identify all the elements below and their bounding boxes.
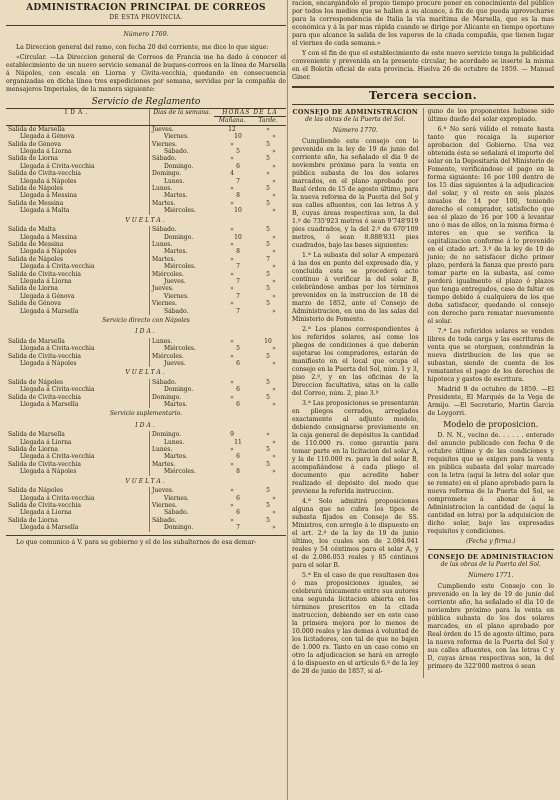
schedule-row — [6, 148, 286, 155]
schedule-row — [6, 178, 286, 185]
schedule-row — [6, 300, 286, 307]
day-cell: Viernes. — [150, 495, 215, 502]
day-cell: Jueves. — [150, 285, 215, 292]
schedule-table — [6, 108, 286, 532]
port-cell: Llegada á Marsella — [20, 307, 79, 315]
modelo-text: D. N. N., vecino de. . . . . . enterado del anuncio publicado con fecha 9 de octubre último y de las condiciones y requisitos que se exigen para la venta en pública subasta del solar marcado con la letra (aquí la letra del solar que se remate) en el plano aprobado para la nueva reforma de la Puerta del Sol, se compromete á abonar á la Administracion la cantidad de (aquí la cantidad en letra) por la adquisicion de dicho solar, bajo las expresadas requisitos y condiciones. — [427, 432, 554, 535]
port-cell: Llegada á Nápoles — [20, 468, 77, 476]
morning-cell: 6 — [236, 509, 240, 517]
ida-header-3: IDA. — [135, 421, 157, 429]
schedule-row — [6, 133, 286, 140]
port-cell: Llegada á Civita-vecchia — [20, 494, 95, 502]
morning-cell: 9 — [230, 431, 234, 439]
schedule-row — [6, 487, 286, 494]
port-cell: Salida de Civita-vecchia — [8, 270, 82, 278]
vuelta-header-3: VUELTA. — [125, 477, 167, 485]
divider — [292, 86, 554, 88]
fecha-firma: (Fecha y firma.) — [465, 538, 516, 545]
morning-cell: » — [230, 185, 234, 193]
morning-cell: 6 — [236, 494, 240, 502]
schedule-row — [6, 524, 286, 531]
continuation-text: racion, encargándolo el propio tiempo procure poner en conocimiento del público por todos los medios que se hallen á su alcance, á fin de que pueda aprovecharse para la correspondencia de Italia la vía marítima de Marsella, que es la mas económica y á la par mas rápida cuando se dirige por Alicante en tiempo oportuno para que alcance la salida de los vapores de la citada compañía, que tienen lugar el viernes de cada semana.» — [292, 0, 554, 47]
day-cell: Domingo. — [150, 394, 215, 401]
afternoon-cell: » — [272, 233, 276, 241]
subcolumn-b — [423, 108, 555, 678]
afternoon-cell: » — [272, 438, 276, 446]
morning-cell: » — [230, 378, 234, 386]
para-c: 2.ª Los planos correspondientes á los referidos solares, así como los pliegos de condiciones á que deberán sujetarse los compradores, estarán de manifiesto en el local que ocupa el consejo en la Puerta del Sol, núm. 1 y 3, piso 2.º, y en las oficinas de la Direccion facultativa, sitas en la calle del Correo, núm. 2, piso 3.º — [292, 326, 419, 397]
afternoon-cell: » — [266, 125, 270, 133]
intro-text: La Direccion general del ramo, con fecha 20 del corriente, me dice lo que sigue: — [16, 44, 269, 51]
divider — [6, 535, 286, 536]
afternoon-cell: » — [272, 360, 276, 367]
schedule-row — [6, 468, 286, 475]
day-cell: Sábado. — [150, 226, 215, 233]
supp-heading: Servicio suplementario. — [109, 410, 183, 418]
day-cell: Martes. — [150, 401, 215, 408]
afternoon-cell: 5 — [266, 300, 270, 308]
schedule-row — [6, 207, 286, 214]
port-cell: Salida de Marsella — [8, 431, 65, 439]
para-j: Cumpliendo este Consejo con lo prevenido en la ley de 19 de junio del corriente año, ha señalado el dia 10 de noviembre próximo para la venta en pública subasta de los dos solares marcados, en el plano aprobado por Real órden de 15 de agosto último, para la nueva reforma de la Puerta del Sol y sus calles afluentes, con las letras C y D, cuyas áreas respectivas son, la del primero de 322'000 metros ó sean — [427, 583, 554, 670]
morning-cell: 11 — [234, 438, 242, 446]
consejo-title: CONSEJO DE ADMINISTRACION — [292, 108, 418, 116]
schedule-row — [6, 495, 286, 502]
day-cell: Jueves. — [150, 278, 215, 285]
port-cell: Llegada á Nápoles — [20, 248, 77, 256]
admin-title: ADMINISTRACION PRINCIPAL DE CORREOS — [26, 3, 266, 13]
port-cell: Salida de Civita-vecchia — [8, 352, 82, 360]
notice-number-1770: Número 1770. — [332, 127, 378, 134]
port-cell: Llegada á Génova — [20, 292, 75, 300]
port-cell: Llegada á Liorna — [20, 509, 72, 517]
afternoon-cell: » — [272, 192, 276, 200]
morning-cell: » — [230, 199, 234, 207]
day-cell: Miércoles. — [150, 345, 215, 352]
morning-cell: » — [230, 255, 234, 263]
days-header: Dias de la semana. — [150, 109, 215, 126]
afternoon-cell: » — [272, 386, 276, 394]
port-cell: Salida de Marsella — [8, 125, 65, 133]
morning-cell: » — [230, 460, 234, 468]
day-cell: Sábado. — [150, 509, 215, 516]
morning-cell: » — [230, 270, 234, 278]
afternoon-cell: » — [272, 162, 276, 170]
day-cell: Martes. — [150, 248, 215, 255]
schedule-row — [6, 241, 286, 248]
morning-cell: » — [230, 285, 234, 293]
port-cell: Salida de Liorna — [8, 285, 58, 293]
day-cell: Domingo. — [150, 524, 215, 531]
schedule-row — [6, 125, 286, 133]
morning-cell: 6 — [236, 386, 240, 394]
day-cell: Jueves. — [150, 125, 215, 133]
day-cell: Miércoles. — [150, 353, 215, 360]
morning-cell: 5 — [236, 148, 240, 156]
day-cell: Martes. — [150, 192, 215, 199]
day-cell: Martes. — [150, 256, 215, 263]
schedule-row — [6, 170, 286, 177]
day-cell: Domingo. — [150, 431, 215, 438]
morning-cell: 7 — [236, 307, 240, 315]
port-cell: Llegada á Marsella — [20, 524, 79, 532]
port-cell: Salida de Civita-vecchia — [8, 501, 82, 509]
port-cell: Salida de Messina — [8, 240, 64, 248]
port-cell: Salida de Nápoles — [8, 255, 63, 263]
afternoon-cell: » — [272, 277, 276, 285]
modelo-title: Modelo de proposicion. — [443, 420, 539, 429]
afternoon-cell: 5 — [266, 226, 270, 234]
day-cell: Sábado. — [150, 148, 215, 155]
port-cell: Llegada á Marsella — [20, 401, 79, 409]
signature-text: Madrid 9 de octubre de 1859. —El Presidente, El Marqués de la Vega de Armijo. —El Secretario, Martin García de Loygorri. — [427, 386, 554, 417]
para-b: 1.ª La subasta del solar A empezará á las dos en punto del expresado dia, y concluida esta se procederá acto contínuo á verificar la del solar B, celebrándose ambas por los términos prevenidos en la instruccion de 18 de marzo de 1852, ante el Consejo de Administracion, en una de las salas del Ministerio de Fomento. — [292, 252, 419, 323]
morning-cell: » — [230, 487, 234, 495]
port-cell: Llegada á Nápoles — [20, 177, 77, 185]
para-d: 3.ª Las proposiciones se presentarán en pliegos cerrados, arreglados exactamente al adjunto modelo, debiendo consignarse previamente en la caja general de depósitos la cantidad de 110.000 rs. como garantía para tomar parte en la licitacion del solar A, y la de 110.000 rs. para la del solar B, acompañándose á cada pliego el documento que acredite haber realizado el depósito del modo que previene la referida instruccion. — [292, 400, 419, 495]
port-cell: Salida de Malta — [8, 226, 56, 234]
two-column-body — [292, 108, 554, 678]
morning-cell: 6 — [236, 162, 240, 170]
day-cell: Viernes. — [150, 293, 215, 300]
supp-vuelta — [6, 487, 286, 531]
port-cell: Llegada á Génova — [20, 133, 75, 141]
schedule-row — [6, 379, 286, 386]
day-cell: Martes. — [150, 461, 215, 468]
afternoon-header: Tarde. — [250, 117, 286, 125]
port-cell: Llegada á Civita-vecchia — [20, 345, 95, 353]
afternoon-cell: » — [266, 170, 270, 178]
port-cell: Llegada á Malta — [20, 207, 70, 215]
notice-number: Número 1769. — [123, 31, 169, 38]
afternoon-cell: 10 — [264, 337, 272, 345]
port-cell: Salida de Liorna — [8, 155, 58, 163]
afternoon-cell: » — [272, 509, 276, 517]
schedule-row — [6, 461, 286, 468]
afternoon-cell: » — [272, 524, 276, 532]
morning-cell: 6 — [236, 453, 240, 461]
morning-cell: 10 — [234, 207, 242, 215]
day-cell: Sábado. — [150, 155, 215, 162]
morning-cell: » — [230, 352, 234, 360]
left-column — [6, 0, 286, 549]
port-cell: Llegada á Messina — [20, 233, 77, 241]
morning-cell: » — [230, 240, 234, 248]
day-cell: Lunes. — [150, 439, 215, 446]
day-cell: Martes. — [150, 453, 215, 460]
day-cell: Viernes. — [150, 300, 215, 307]
schedule-row — [6, 192, 286, 199]
port-cell: Salida de Liorna — [8, 516, 58, 524]
schedule-row — [6, 256, 286, 263]
afternoon-cell: » — [272, 307, 276, 315]
port-cell: Salida de Liorna — [8, 446, 58, 454]
schedule-row — [6, 446, 286, 453]
morning-cell: 7 — [236, 292, 240, 300]
afternoon-cell: 5 — [266, 240, 270, 248]
right-column — [292, 0, 554, 678]
day-cell: Viernes. — [150, 141, 215, 148]
morning-cell: » — [230, 140, 234, 148]
afternoon-cell: » — [272, 401, 276, 409]
consejo2-subtitle: de las obras de la Puerta del Sol. — [440, 561, 541, 568]
ida-header: IDA. — [6, 109, 150, 126]
afternoon-cell: 5 — [266, 487, 270, 495]
schedule-ida — [6, 125, 286, 214]
para-h: 6.ª No será válido el remate hasta tanto que recaiga la superior aprobacion del Gobierno. Una vez obtenida ésta se señalará el importe del solar en la Depositaría del Ministerio de Fomento, verificándose el pago en la forma siguiente: 16 por 100 dentro de los 15 dias siguientes á la adjudicacion del solar, y el resto en seis plazos anuales de 14 por 100, teniendo derecho el comprador, satisfecho que sea el plazo de 16 por 100 á levantar uno ó mas de ellos, en la misma forma é interes en que se verifica la capitalizacion conforme á lo prevenido en el citado art. 3.º de la ley de 19 de junio; de no satisfacer dicho primer plazo, perderá la fianza que prestó para tomar parte en la subasta, así como perderá igualmente el plazo ó plazos que tenga entregados, caso de faltar en tiempo debido á cualquiera de los que deba satisfacer, quedando el consejo con derecho para rematar nuevamente el solar. — [427, 126, 554, 325]
afternoon-cell: 5 — [266, 460, 270, 468]
morning-cell: 7 — [236, 277, 240, 285]
day-cell: Martes. — [150, 200, 215, 207]
port-cell: Salida de Marsella — [8, 337, 65, 345]
afternoon-cell: 5 — [266, 285, 270, 293]
port-cell: Llegada á Civita-vecchia — [20, 386, 95, 394]
port-cell: Salida de Nápoles — [8, 185, 63, 193]
schedule-row — [6, 285, 286, 292]
morning-cell: 4 — [230, 170, 234, 178]
para-a: Cumpliendo este consejo con lo prevenido en la ley de 19 de junio del corriente año, ha señalado el dia 9 de noviembre próximo para la venta en pública subasta de los dos solares marcados, en el plano aprobado por Real órden de 15 de agosto último, para la nueva reforma de la Puerta del Sol y sus calles afluentes, con las letras A y B, cuyas áreas respectivas son, la del 1.º de 735'923 metros ó sean 9'748'919 pies cuadrados, y la del 2.º de 670'109 metros, ó sean 8.888'831 pies cuadrados, bajo las bases siguientes: — [292, 138, 419, 249]
schedule-row — [6, 234, 286, 241]
schedule-row — [6, 200, 286, 207]
port-cell: Salida de Civita-vecchia — [8, 393, 82, 401]
schedule-row — [6, 517, 286, 524]
port-cell: Llegada á Civita-vecchia — [20, 453, 95, 461]
day-cell: Lunes. — [150, 241, 215, 248]
schedule-row — [6, 401, 286, 408]
afternoon-cell: » — [272, 453, 276, 461]
morning-cell: 8 — [236, 192, 240, 200]
port-cell: Llegada á Nápoles — [20, 360, 77, 367]
day-cell: Miércoles. — [150, 207, 215, 214]
port-cell: Salida de Messina — [8, 199, 64, 207]
afternoon-cell: 5 — [266, 352, 270, 360]
afternoon-cell: 5 — [266, 446, 270, 454]
port-cell: Salida de Civita-vecchia — [8, 170, 82, 178]
afternoon-cell: » — [272, 345, 276, 353]
morning-cell: 8 — [236, 248, 240, 256]
afternoon-cell: » — [272, 263, 276, 271]
morning-cell: » — [230, 226, 234, 234]
schedule-row — [6, 308, 286, 315]
afternoon-cell: 7 — [266, 255, 270, 263]
port-cell: Salida de Civita-vecchia — [8, 460, 82, 468]
morning-cell: 12 — [228, 125, 236, 133]
day-cell: Viernes. — [150, 502, 215, 509]
morning-cell: » — [230, 300, 234, 308]
vuelta-header: VUELTA. — [125, 216, 167, 224]
afternoon-cell: » — [272, 468, 276, 476]
schedule-row — [6, 226, 286, 233]
day-cell: Viernes. — [150, 133, 215, 140]
day-cell: Miércoles. — [150, 468, 215, 475]
morning-cell: » — [230, 516, 234, 524]
day-cell: Sábado. — [150, 379, 215, 386]
direct-vuelta — [6, 379, 286, 409]
schedule-row — [6, 431, 286, 438]
port-cell: Salida de Nápoles — [8, 378, 63, 386]
schedule-row — [6, 185, 286, 192]
morning-cell: 7 — [236, 177, 240, 185]
afternoon-cell: » — [272, 133, 276, 141]
day-cell: Jueves. — [150, 487, 215, 494]
para-g: guno de los proponentes hubiese sido último dueño del solar expropiado. — [427, 108, 554, 123]
port-cell: Llegada á Liorna — [20, 277, 72, 285]
day-cell: Domingo. — [150, 234, 215, 241]
morning-cell: » — [230, 337, 234, 345]
day-cell: Miércoles. — [150, 263, 215, 270]
day-cell: Domingo. — [150, 386, 215, 393]
morning-cell: » — [230, 155, 234, 163]
afternoon-cell: » — [266, 431, 270, 439]
schedule-row — [6, 453, 286, 460]
day-cell: Jueves. — [150, 360, 215, 367]
morning-cell: 5 — [236, 345, 240, 353]
schedule-row — [6, 338, 286, 345]
morning-cell: 8 — [236, 468, 240, 476]
schedule-row — [6, 293, 286, 300]
port-cell: Llegada á Messina — [20, 192, 77, 200]
circular-text: «Circular. —La Direccion general de Correos de Francia me ha dado á conocer el establecimiento de un nuevo servicio semanal de buques-correos en la línea de Marsella á Nápoles, con escala en Liorna y Civita-vecchia, quedando en consecuencia organizadas en dicha línea tres expediciones por semana, servidas por la compañía de mensajeros Imperiales, de la manera siguiente: — [6, 54, 286, 93]
morning-header: Mañana. — [214, 117, 250, 125]
divider — [292, 104, 554, 105]
schedule-row — [6, 386, 286, 393]
morning-cell: 7 — [236, 263, 240, 271]
direct-ida — [6, 338, 286, 368]
subcolumn-a — [292, 108, 419, 678]
day-cell: Sábado. — [150, 517, 215, 524]
afternoon-cell: » — [272, 207, 276, 215]
column-divider — [287, 0, 288, 800]
morning-cell: 6 — [236, 360, 240, 367]
day-cell: Domingo. — [150, 163, 215, 170]
morning-cell: 10 — [234, 233, 242, 241]
afternoon-cell: 5 — [266, 140, 270, 148]
ida-header-2: IDA. — [135, 328, 157, 336]
port-cell: Llegada á Civita-vecchia — [20, 263, 95, 271]
para-i: 7.ª Los referidos solares se venden libres de toda carga y las escrituras de venta que se otorguen, contendrán la nueva distribucion de los que se subastan, siendo de cuenta de los rematantes el pago de los derechos de hipoteca y gastos de escritura. — [427, 328, 554, 383]
schedule-row — [6, 248, 286, 255]
schedule-row — [6, 360, 286, 367]
para-f: 5.ª En el caso de que resultasen dos ó mas proposiciones iguales, se celebrará únicamente entre sus autores una segunda licitacion abierta en los términos prescritos en la citada instruccion, debiendo ser en este caso la primera mejora por lo menos de 10.000 reales y las demas á voluntad de los licitadores, con tal de que no bajen de 1.000 rs. Tanto en un caso como en otro la adjudicacion se hará en arreglo á lo dispuesto en el artículo 6.º de la ley de 28 de junio de 1857, si al- — [292, 572, 419, 675]
port-cell: Llegada á Civita-vecchia — [20, 162, 95, 170]
afternoon-cell: 5 — [266, 378, 270, 386]
afternoon-cell: » — [272, 177, 276, 185]
vuelta-header-2: VUELTA. — [125, 369, 167, 377]
day-cell: Miércoles. — [150, 271, 215, 278]
schedule-row — [6, 439, 286, 446]
notice-number-1771: Número 1771. — [468, 572, 514, 579]
morning-cell: 7 — [236, 524, 240, 532]
morning-cell: » — [230, 501, 234, 509]
afternoon-cell: 5 — [266, 185, 270, 193]
day-cell: Lunes. — [150, 178, 215, 185]
afternoon-cell: 5 — [266, 155, 270, 163]
schedule-row — [6, 502, 286, 509]
para-e: 4.ª Solo admitirá proposiciones alguna que no cubra los tipos de subasta fijados en Consejo de SS. Ministros, con arreglo á lo dispuesto en el art. 2.º de la ley de 19 de junio último, los cuales son de 2.084.941 reales y 54 céntimos para el solar A, y el de 2.086.053 reales y 85 céntimos para el solar B. — [292, 498, 419, 569]
morning-cell: 6 — [236, 401, 240, 409]
schedule-row — [6, 353, 286, 360]
schedule-row — [6, 271, 286, 278]
port-cell: Salida de Génova — [8, 140, 61, 148]
port-cell: Salida de Nápoles — [8, 487, 63, 495]
schedule-row — [6, 163, 286, 170]
closing-text: Lo que comunico á V. para su gobierno y el de los subalternos de esa demar- — [16, 538, 257, 546]
afternoon-cell: 5 — [266, 501, 270, 509]
day-cell: Sábado. — [150, 308, 215, 315]
afternoon-cell: 5 — [266, 199, 270, 207]
morning-cell: » — [230, 446, 234, 454]
schedule-vuelta — [6, 226, 286, 315]
continuation-text-2: Y con el fin de que el establecimiento de este nuevo servicio tenga la publicidad conveniente y prevenida en la presente circular, he acordado se inserte la misma en el Boletín oficial de esta provincia. Huelva 26 de octubre de 1859. — Manuel Giner. — [292, 50, 554, 81]
morning-cell: 10 — [234, 133, 242, 141]
afternoon-cell: 5 — [266, 393, 270, 401]
consejo2-title: CONSEJO DE ADMINISTRACION — [428, 553, 554, 561]
section-title: Tercera seccion. — [368, 89, 478, 102]
afternoon-cell: » — [272, 494, 276, 502]
schedule-row — [6, 278, 286, 285]
afternoon-cell: » — [272, 148, 276, 156]
direct-heading: Servicio directo con Nápoles — [102, 316, 190, 324]
afternoon-cell: » — [272, 292, 276, 300]
port-cell: Llegada á Liorna — [20, 438, 72, 446]
supp-ida — [6, 431, 286, 475]
schedule-row — [6, 155, 286, 162]
schedule-row — [6, 345, 286, 352]
afternoon-cell: 5 — [266, 270, 270, 278]
hours-header: HORAS DE LA — [214, 109, 286, 117]
admin-subtitle: DE ESTA PROVINCIA. — [109, 14, 183, 21]
divider — [428, 549, 555, 550]
consejo-subtitle: de las obras de la Puerta del Sol. — [305, 116, 406, 123]
schedule-row — [6, 509, 286, 516]
day-cell: Lunes. — [150, 338, 215, 345]
port-cell: Salida de Génova — [8, 300, 61, 308]
schedule-row — [6, 394, 286, 401]
schedule-row — [6, 263, 286, 270]
divider — [6, 25, 286, 26]
schedule-row — [6, 141, 286, 148]
day-cell: Lunes. — [150, 185, 215, 192]
afternoon-cell: » — [272, 248, 276, 256]
day-cell: Lunes. — [150, 446, 215, 453]
morning-cell: » — [230, 393, 234, 401]
day-cell: Domingo. — [150, 170, 215, 177]
afternoon-cell: 5 — [266, 516, 270, 524]
port-cell: Llegada á Liorna — [20, 148, 72, 156]
service-heading: Servicio de Reglamento — [91, 97, 201, 107]
